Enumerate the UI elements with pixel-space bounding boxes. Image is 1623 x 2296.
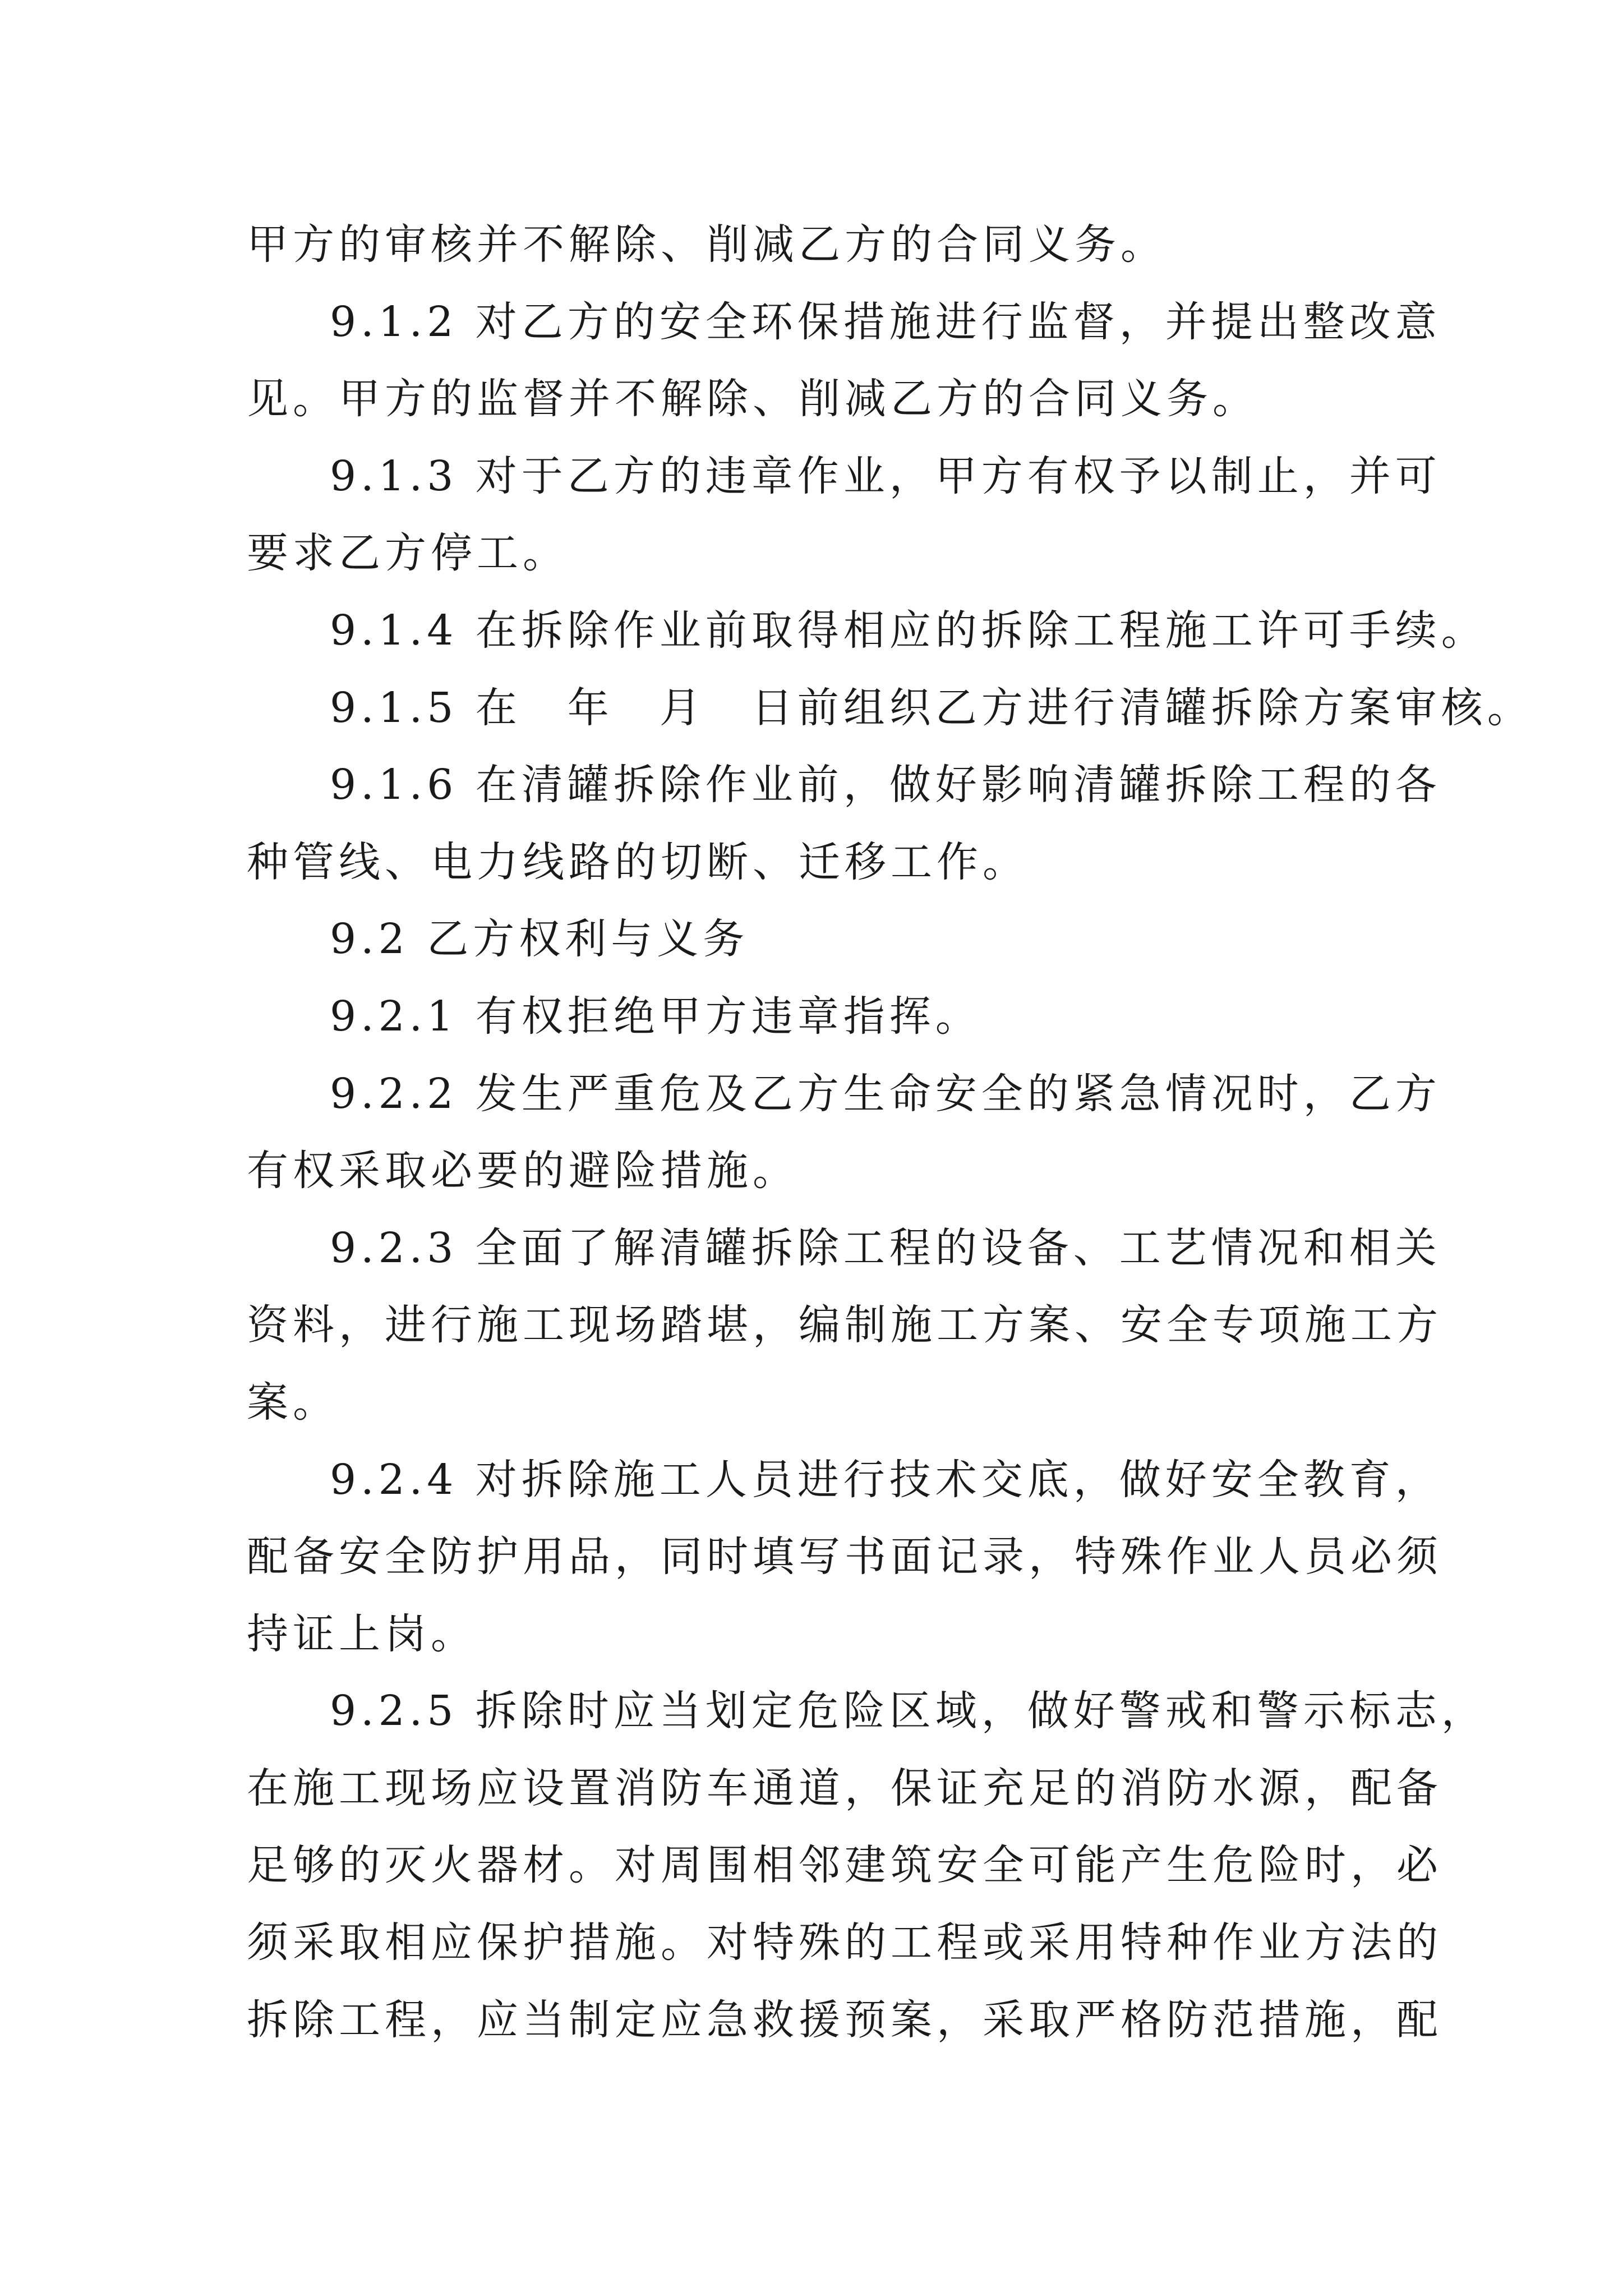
text-line: 9.1.4 在拆除作业前取得相应的拆除工程施工许可手续。 — [330, 606, 1487, 655]
text-line: 拆除工程，应当制定应急救援预案，采取严格防范措施，配 — [247, 1995, 1442, 2044]
text-line: 9.1.5 在 年 月 日前组织乙方进行清罐拆除方案审核。 — [330, 683, 1533, 732]
paragraph-9-2-3 — [247, 1210, 1442, 1442]
text-line: 9.2.1 有权拒绝甲方违章指挥。 — [330, 992, 981, 1041]
paragraph — [247, 206, 1391, 284]
text-line: 9.2.3 全面了解清罐拆除工程的设备、工艺情况和相关 — [330, 1223, 1441, 1272]
text-line: 9.2.2 发生严重危及乙方生命安全的紧急情况时，乙方 — [330, 1069, 1441, 1118]
text-line: 须采取相应保护措施。对特殊的工程或采用特种作业方法的 — [247, 1918, 1442, 1967]
text-line: 案。 — [247, 1378, 339, 1427]
paragraph-9-2-5 — [247, 1673, 1487, 2059]
text-line: 持证上岗。 — [247, 1609, 477, 1658]
paragraph-9-1-2 — [247, 284, 1441, 438]
text-line: 在施工现场应设置消防车通道，保证充足的消防水源，配备 — [247, 1764, 1442, 1812]
text-line: 9.2.4 对拆除施工人员进行技术交底，做好安全教育， — [330, 1455, 1441, 1504]
text-line: 足够的灭火器材。对周围相邻建筑安全可能产生危险时，必 — [247, 1841, 1442, 1890]
document-body — [247, 206, 1533, 2059]
text-line: 9.1.6 在清罐拆除作业前，做好影响清罐拆除工程的各 — [330, 761, 1441, 809]
heading-text: 9.2 乙方权利与义务 — [330, 915, 749, 964]
paragraph-9-1-5 — [247, 670, 1533, 747]
section-heading-9-2 — [247, 901, 1391, 978]
text-line: 9.1.2 对乙方的安全环保措施进行监督，并提出整改意 — [330, 297, 1441, 346]
text-line: 要求乙方停工。 — [247, 529, 569, 578]
text-line: 甲方的审核并不解除、削减乙方的合同义务。 — [247, 220, 1166, 269]
paragraph-9-1-4 — [247, 592, 1487, 670]
paragraph-9-2-2 — [247, 1056, 1441, 1210]
paragraph-9-1-3 — [247, 438, 1441, 592]
text-line: 9.2.5 拆除时应当划定危险区域，做好警戒和警示标志， — [330, 1687, 1487, 1736]
text-line: 有权采取必要的避险措施。 — [247, 1147, 799, 1195]
paragraph-9-2-1 — [247, 978, 1391, 1056]
paragraph-9-2-4 — [247, 1442, 1442, 1673]
text-line: 见。甲方的监督并不解除、削减乙方的合同义务。 — [247, 375, 1258, 424]
text-line: 资料，进行施工现场踏堪，编制施工方案、安全专项施工方 — [247, 1301, 1442, 1350]
text-line: 9.1.3 对于乙方的违章作业，甲方有权予以制止，并可 — [330, 452, 1441, 500]
paragraph-9-1-6 — [247, 747, 1441, 901]
text-line: 配备安全防护用品，同时填写书面记录，特殊作业人员必须 — [247, 1533, 1442, 1581]
text-line: 种管线、电力线路的切断、迁移工作。 — [247, 838, 1029, 886]
